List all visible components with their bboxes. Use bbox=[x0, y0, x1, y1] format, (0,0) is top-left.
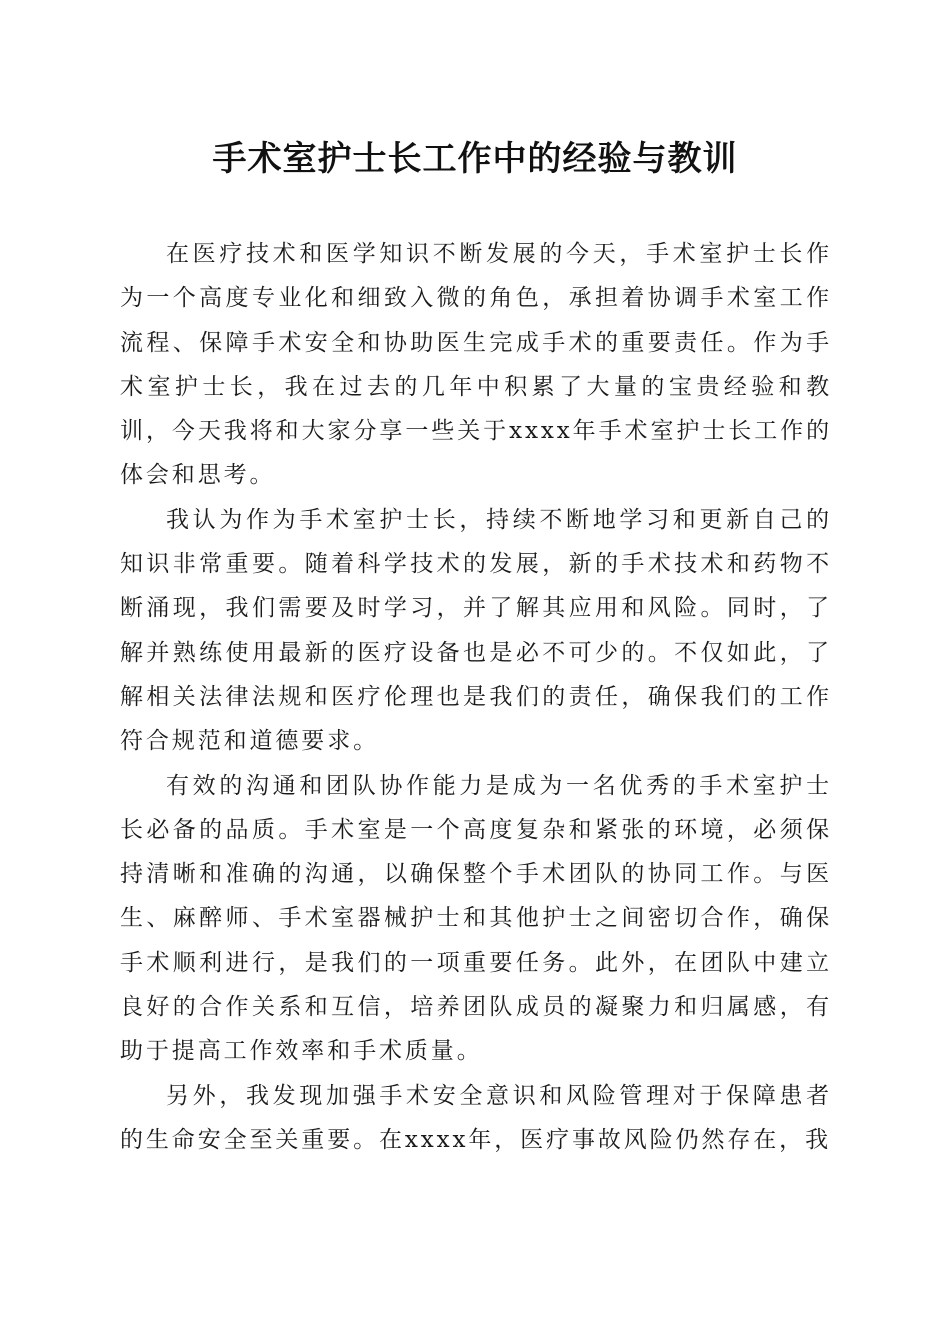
paragraph-3: 有效的沟通和团队协作能力是成为一名优秀的手术室护士长必备的品质。手术室是一个高度复杂和紧张的环境，必须保持清晰和准确的沟通，以确保整个手术团队的协同工作。与医生、麻醉师、手术室器械护士和其他护士之间密切合作，确保手术顺利进行，是我们的一项重要任务。此外，在团队中建立良好的合作关系和互信，培养团队成员的凝聚力和归属感，有助于提高工作效率和手术质量。 bbox=[120, 772, 832, 1065]
document-title: 手术室护士长工作中的经验与教训 bbox=[212, 139, 738, 179]
paragraph-1: 在医疗技术和医学知识不断发展的今天，手术室护士长作为一个高度专业化和细致入微的角色，承担着协调手术室工作流程、保障手术安全和协助医生完成手术的重要责任。作为手术室护士长，我在过去的几年中积累了大量的宝贵经验和教训，今天我将和大家分享一些关于xxxx年手术室护士长工作的体会和思考。 bbox=[120, 241, 832, 489]
paragraph-4: 另外，我发现加强手术安全意识和风险管理对于保障患者的生命安全至关重要。在xxxx年，医疗事故风险仍然存在，我 bbox=[120, 1082, 832, 1153]
paragraph-2: 我认为作为手术室护士长，持续不断地学习和更新自己的知识非常重要。随着科学技术的发展，新的手术技术和药物不断涌现，我们需要及时学习，并了解其应用和风险。同时，了解并熟练使用最新的医疗设备也是必不可少的。不仅如此，了解相关法律法规和医疗伦理也是我们的责任，确保我们的工作符合规范和道德要求。 bbox=[120, 506, 832, 755]
document-body bbox=[120, 232, 832, 1162]
